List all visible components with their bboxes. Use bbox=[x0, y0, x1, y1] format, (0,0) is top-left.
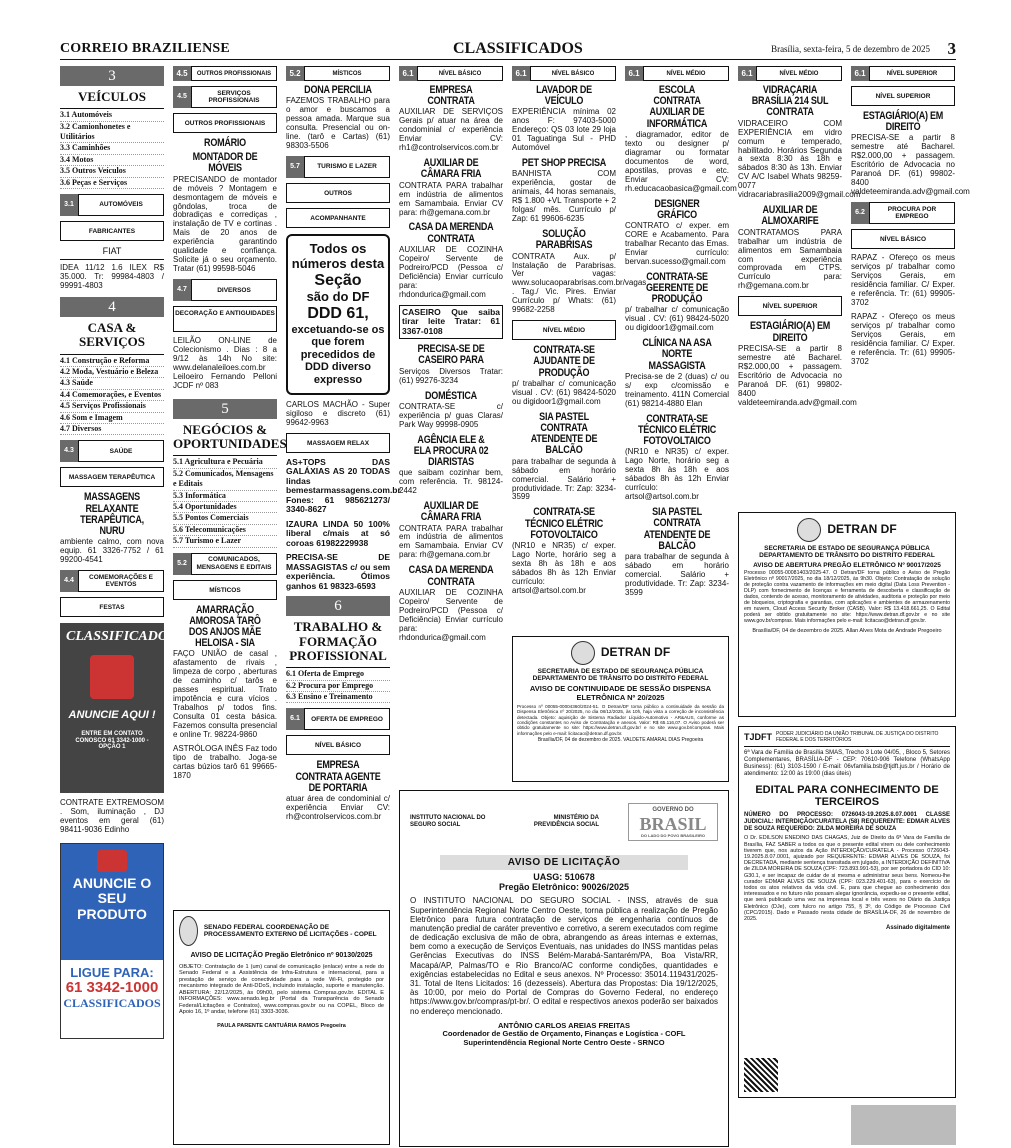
section-number: 3 bbox=[60, 66, 164, 86]
index-item[interactable]: 4.4 Comemorações, e Eventos bbox=[60, 390, 164, 401]
column-tab: 4.5 OUTROS PROFISSIONAIS bbox=[173, 66, 277, 81]
classified-ad: DONA PERCILIA FAZEMOS TRABALHO para o amor e buscamos a pessoa amada. Marque sua consulta. Presencial ou on-line. (tarô e Cartas) (61) 98303-5506 bbox=[286, 84, 390, 150]
promo-banner[interactable]: ANUNCIE O SEU PRODUTO LIGUE PARA: 61 3342-1000 CLASSIFICADOS bbox=[60, 843, 164, 1039]
classified-ad: AS+TOPS DAS GALÁXIAS AS 20 TODAS lindas bemestarmassagens.com.br Fones: 61 985621273/ 3340-8627 bbox=[286, 456, 401, 515]
column-tab: 6.1 NÍVEL MÉDIO bbox=[625, 66, 729, 81]
signature: ANTÔNIO CARLOS AREIAS FREITAS Coordenador de Gestão de Orçamento, Finanças e Logística - COFL Superintendência Regional Norte Centro Oeste - SRNCO bbox=[442, 1020, 686, 1047]
megaphone-icon bbox=[97, 850, 127, 872]
classified-ad: AUXILIAR DE CÂMARA FRIA CONTRATA PARA trabalhar em indústria de alimentos em Samambaia. Enviar CV para: rh@gemana.com.br bbox=[399, 500, 503, 560]
senado-notice: SENADO FEDERAL COORDENAÇÃO DE PROCESSAMENTO EXTERNO DE LICITAÇÕES - COPEL AVISO DE LICITAÇÃO Pregão Eletrônico nº 90130/2025 OBJETO: Contratação de 1 (um) canal de comunicação (enlace) entre a rede do Senado Federal e a Assistência de Infra-Estrutura e internacional, para a prestação de serviço de conectividade para a rede Wi-Fi, protegido por mecanismo integrado de Anti-DDoS, incluindo instalação, suporte e manutenção. ABERTURA: 22/12/2025, às 09h00, pelo sistema Compras.gov.br. EDITAL E INFORMAÇÕES: www.senado.leg.br (Portal da Transparência do Senado Federal/Licitações e Contratos), www.compras.gov.br ou na COPEL, Bloco de Apoio 16, 1º andar, telefone (61) 3303-3036. PAULA PARENTE CANTUÁRIA RAMOS Pregoeira bbox=[173, 910, 390, 1145]
section-number: 5 bbox=[173, 399, 277, 419]
classified-ad: CASA DA MERENDA CONTRATA AUXILIAR DE COZINHA Copeiro/ Servente de Podreiro/PCD (Pessoa c/ Deficiência) Enviar currículo para: rhdondurica@gmail.com bbox=[399, 221, 503, 299]
masthead bbox=[60, 40, 956, 60]
classified-ad: ESTAGIÁRIO(A) EM DIREITO PRECISA-SE a partir 8 semestre até Bacharel. R$2.000,00 + passagem. Escritório de Advocacia no Paranoá DF. (61) 99802-8400 valdeteemiranda.adv@gmail.com bbox=[851, 110, 970, 197]
column-1 bbox=[60, 66, 176, 1039]
classified-ad: RAPAZ - Ofereço os meus serviços p/ trabalhar como Serviços Gerais, em residência familiar. C/ Exper. e referência. Tr: (61) 99905-3702 bbox=[851, 253, 955, 307]
subsection-header: 4.7 DIVERSOS bbox=[173, 279, 277, 301]
column-tab: 6.1 NÍVEL BÁSICO bbox=[399, 66, 503, 81]
pregao-number: Pregão Eletrônico: 90026/2025 bbox=[498, 882, 630, 893]
category-label: FABRICANTES bbox=[60, 221, 164, 241]
classified-ad: PRECISA-SE DE MASSAGISTAS c/ ou sem experiência. Ótimos ganhos 61 98323-6593 bbox=[286, 552, 390, 591]
subsection-header: 5.7 TURISMO E LAZER bbox=[286, 156, 390, 178]
page-number: 3 bbox=[947, 39, 956, 58]
classified-ad: CARLOS MACHÃO - Super sigiloso e discreto (61) 99642-9963 bbox=[286, 399, 390, 427]
section-title-veiculos: VEÍCULOS bbox=[78, 89, 146, 104]
index-item[interactable]: 3.3 Caminhões bbox=[60, 143, 164, 154]
inss-label: INSTITUTO NACIONAL DO SEGURO SOCIAL bbox=[410, 815, 486, 828]
column-tab: 6.1 NÍVEL MÉDIO bbox=[738, 66, 842, 81]
column-3 bbox=[286, 66, 401, 827]
classified-ad: LAVADOR DE VEÍCULO EXPERIÊNCIA mínima 02 anos F: 97403-5000 Endereço: QS 03 lote 29 loja 01 Taguatinga Sul - PHD Automóvel bbox=[512, 84, 616, 153]
classified-ad: ROMÁRIO MONTADOR DE MÓVEIS PRECISANDO de montador de móveis ? Montagem e desmontagem de móveis e gôndolas, troca de dobradiças e corrediças , instalação de TV e cortinas . Mais de 20 anos de experiência garantindo qualidade e confiança. Solicite já o seu orçamento. Tratar (61) 99598-5046 bbox=[173, 137, 277, 274]
notice-body: O INSTITUTO NACIONAL DO SEGURO SOCIAL - INSS, através de sua Superintendência Regional Norte Centro Oeste, torna pública a realização de Pregão Eletrônico para futura contratação de serviços de engenharia contínuos de manutenção predial de caráter preventivo e corretivo, a serem executados com regime de dedicação exclusiva de mão de obra, abrangendo as áreas internas e externas, bem como a execução de Serviços Eventuais, nas unidades do INSS mantidas pelas Gerências Executivas do INSS Belém-Marabá-Santarém/PA, Boa Vista/RR, Macapá/AP, Palmas/TO e Rio Branco/AC conforme condições, quantidades e exigências estabelecidas no Edital e seus anexos. Nº Processo: 35014.119431/2025-31. Total de Itens Licitados: 16 (dezesseis). Abertura das Propostas: Dia 19/12/2025, às 10:00, por meio do Portal de Compras do Governo Federal, no endereço https://www.gov.br/compras/pt-br/. O edital e respectivos anexos poderão ser baixados no endereço mencionado. bbox=[410, 896, 718, 1016]
uasg-number: UASG: 510678 bbox=[533, 872, 595, 883]
classified-ad: PRECISA-SE DE CASEIRO PARA Serviços Diversos Tratar: (61) 99276-3234 bbox=[399, 343, 503, 385]
classified-ad: ESTAGIÁRIO(A) EM DIREITO PRECISA-SE a partir 8 semestre até Bacharel. R$2.000,00 + passagem. Escritório de Advocacia no Paranoá DF. (61) 99802-8400 valdeteemiranda.adv@gmail.com bbox=[738, 320, 857, 407]
subsection-header: 4.4 COMEMORAÇÕES E EVENTOS bbox=[60, 570, 164, 592]
subsection-header: 6.2 PROCURA POR EMPREGO bbox=[851, 202, 955, 224]
process-info: NÚMERO DO PROCESSO: 0726043-19.2025.8.07.0001 CLASSE JUDICIAL: INTERDIÇÃO/CURATELA (58) REQUERENTE: EDMAR ALVES DE SOUZA REQUERIDO: ZILDA MOREIRA DE SOUZA bbox=[744, 811, 950, 832]
category-label: FESTAS bbox=[60, 597, 164, 617]
classified-ad: RAPAZ - Ofereço os meus serviços p/ trabalhar como Serviços Gerais, em residência familiar. C/ Exper. e referência. Tr: (61) 99905-3702 bbox=[851, 311, 955, 366]
detran-emblem-icon bbox=[797, 518, 821, 542]
issue-date: Brasília, sexta-feira, 5 de dezembro de 2025 bbox=[771, 44, 930, 54]
classified-ad: EMPRESA CONTRATA AGENTE DE PORTARIA atuar área de condominial c/ experiência Enviar CV: rh@controlservicos.com.br bbox=[286, 759, 390, 821]
section-number: 6 bbox=[286, 596, 390, 616]
column-4 bbox=[399, 66, 503, 786]
section-index bbox=[286, 667, 390, 703]
index-item[interactable]: 3.6 Peças e Serviços bbox=[60, 178, 164, 189]
index-item[interactable]: 5.5 Pontos Comerciais bbox=[173, 513, 277, 524]
category-label: MASSAGEM TERAPÊUTICA bbox=[60, 467, 164, 487]
section-index bbox=[173, 455, 277, 547]
subsection-header: 3.1 AUTOMÓVEIS bbox=[60, 194, 164, 216]
governo-brasil-logo: GOVERNO DO BRASIL DO LADO DO POVO BRASILEIRO bbox=[628, 803, 718, 841]
index-item[interactable]: 3.2 Camionhonetes e Utilitários bbox=[60, 122, 164, 144]
index-item[interactable]: 6.3 Ensino e Treinamento bbox=[286, 692, 390, 703]
section-title-trabalho: TRABALHO & FORMAÇÃO PROFISSIONAL bbox=[289, 619, 387, 663]
blank-ad-space bbox=[851, 1105, 956, 1145]
tjdft-edital: TJDFT PODER JUDICIÁRIO DA UNIÃO TRIBUNAL DE JUSTIÇA DO DISTRITO FEDERAL E DOS TERRITÓRIOS 6ª Vara de Família de Brasília SMAS, Trecho 3 Lote 04/05, , Bloco 5, Setores Complementares, BRASÍLIA-DF - CEP: 70610-906 Telefone (WhatsApp Business): (61) 3103-1590 / E-mail: 06vfamilia.bsb@tjdft.jus.br / Horário de atendimento: 12:00 às 19:00 (dias úteis) EDITAL PARA CONHECIMENTO DE TERCEIROS NÚMERO DO PROCESSO: 0726043-19.2025.8.07.0001 CLASSE JUDICIAL: INTERDIÇÃO/CURATELA (58) REQUERENTE: EDMAR ALVES DE SOUZA REQUERIDO: ZILDA MOREIRA DE SOUZA O Dr. EDILSON ENEDINO DAS CHAGAS, Juiz de Direito da 6ª Vara de Família de Brasília, FAZ SABER a todos os que o presente edital virem ou dele conhecimento tiverem que, nos autos da Ação INTERDIÇÃO/CURATELA - Processo 0726043-19.2025.8.07.0001, ajuizado por REQUERENTE: EDMAR ALVES DE SOUZA, foi DECRETADA, mediante sentença transitada em julgado, a INTERDIÇÃO DEFINITIVA de ZILDA MOREIRA DE SOUZA (CPF: 723.893.991-53), por ser portadora do CID 10: G30.1, e ser incapaz de cuidar de si mesma e administrar seus bens. Nomeou-lhe curador EDMAR ALVES DE SOUZA (CPF: 023.229.401-63), para o exercício de todos os atos relativos da vida civil. E, para que chegue ao conhecimento dos interessados e no futuro não possam alegar ignorância, expediu-se o presente edital, que será publicado uma vez na imprensa local e três vezes no Diário da Justiça Eletrônico (DJe), com fulcro no artigo 755, § 3º, do Código de Processo Civil (CPC/2015). Dado e Passado nesta cidade de BRASÍLIA-DF, 26 de novembro de 2025. Assinado digitalmente bbox=[738, 726, 956, 1098]
index-item[interactable]: 5.2 Comunicados, Mensagens e Editais bbox=[173, 469, 277, 491]
index-item[interactable]: 4.2 Moda, Vestuário e Beleza bbox=[60, 367, 164, 378]
edital-title: EDITAL PARA CONHECIMENTO DE TERCEIROS bbox=[755, 783, 939, 808]
classified-ad: LEILÃO ON-LINE de Colecionismo . Dias : 8 a 9/12 às 14h No site: www.delanaleiloes.com.br Leiloeiro Fernando Pelloni JCDF nº 083 bbox=[173, 336, 277, 390]
subsection-header: 4.3 SAÚDE bbox=[60, 440, 164, 462]
newspaper-name: CORREIO BRAZILIENSE bbox=[60, 41, 230, 56]
column-5 bbox=[512, 66, 647, 631]
column-6 bbox=[625, 66, 737, 631]
section-title-casa: CASA & SERVIÇOS bbox=[78, 319, 145, 350]
detran-notice-abertura: DETRAN DF SECRETARIA DE ESTADO DE SEGURANÇA PÚBLICA DEPARTAMENTO DE TRÂNSITO DO DISTRITO FEDERAL AVISO DE ABERTURA PREGÃO ELETRÔNICO Nº 90017/2025 Processo 00055-00081403/2025-47. O Detran/DF torna público o Aviso de Pregão Eletrônico nº 90017/2025, no dia 18/12/2025, às 9h30. Objeto: Contratação de solução de proteção contra vazamento de informações em meio digital (Data Loss Prevention - DLP) com fornecimento de licenças e ferramenta de descoberta e classificação de dados, contendo de acesso, monitoramento de atividades, auditoria e proteção por meio de bloqueios, criptografia e garantias, com aplicações e ambientes de armazenamento em nuvem, Cloud Access Security Broker (CASB). Valor: R$ 13.418.661,25. O Edital poderá ser obtido gratuitamente no site: https://www.detran.df.gov.br e no site www.gov.br/compras. Mais informações pelo e-mail: licitacao@detran.df.gov.br. Brasília/DF, 04 de dezembro de 2025. Allan Alves Mota de Andrade Pregoeiro bbox=[738, 512, 956, 717]
section-number: 4 bbox=[60, 297, 164, 317]
category-label: MASSAGEM RELAX bbox=[286, 433, 390, 453]
section-title: CLASSIFICADOS bbox=[453, 40, 583, 57]
ministry-label: MINISTÉRIO DA PREVIDÊNCIA SOCIAL bbox=[533, 815, 599, 828]
qr-code-icon bbox=[744, 1058, 778, 1092]
inss-licitacao-notice bbox=[399, 790, 729, 1147]
classified-ad: CASA DA MERENDA CONTRATA AUXILIAR DE COZINHA Copeiro/ Servente de Podreiro/PCD (Pessoa c/ Deficiência) Enviar currículo para: rhdondurica@gmail.com bbox=[399, 564, 503, 642]
classified-ad: MASSAGENS RELAXANTE TERAPÊUTICA, NURU ambiente calmo, com nova equip. 61 3326-7752 / 61 99200-4541 bbox=[60, 491, 164, 565]
classified-ad: AGÊNCIA ELE & ELA PROCURA 02 DIARISTAS que saibam cozinhar bem, com referência. Tr. 98124-2442 bbox=[399, 433, 503, 496]
index-item[interactable]: 4.1 Construção e Reforma bbox=[60, 356, 164, 367]
section-title-negocios: NEGÓCIOS & OPORTUNIDADES bbox=[173, 421, 287, 452]
index-item[interactable]: 5.7 Turismo e Lazer bbox=[173, 536, 277, 547]
classified-ad: AUXILIAR DE ALMOXARIFE CONTRATAMOS PARA trabalhar um indústria de alimentos em Samambaia com experiência comprovada em CTPS. Currículo para: rh@gemana.com.br bbox=[738, 204, 842, 291]
column-tab: 6.1 NÍVEL SUPERIOR bbox=[851, 66, 955, 81]
classified-ad: CASEIRO Que saiba tirar leite Tratar: 61 3367-0108 bbox=[399, 305, 503, 340]
category-label: NÍVEL BÁSICO bbox=[851, 229, 955, 249]
index-item[interactable]: 5.4 Oportunidades bbox=[173, 502, 277, 513]
ddd-notice: Todos os números desta Seção são do DF DDD 61, excetuando-se os que forem precedidos de DDD diverso expresso bbox=[286, 234, 390, 395]
classified-ad: IZAURA LINDA 50 100% liberal c/mais at só coroas 61982229938 bbox=[286, 518, 390, 548]
index-item[interactable]: 5.3 Informática bbox=[173, 491, 277, 502]
subsection-header: 4.5 SERVIÇOS PROFISSIONAIS bbox=[173, 86, 277, 108]
classified-ad: AUXILIAR DE CÂMARA FRIA CONTRATA PARA trabalhar em indústria de alimentos em Samambaia. Enviar CV para: rh@gemana.com.br bbox=[399, 157, 503, 217]
index-item[interactable]: 3.4 Motos bbox=[60, 155, 164, 166]
classified-ad: CONTRATA-SE AJUDANTE DE PRODUÇÃO p/ trabalhar c/ comunicação visual . CV: (61) 98424-5020 ou digidoor1@gmail.com bbox=[512, 344, 616, 406]
index-item[interactable]: 5.1 Agricultura e Pecuária bbox=[173, 457, 277, 468]
classified-ad: VIDRAÇARIA BRASÍLIA 214 SUL CONTRATA VIDRACEIRO COM EXPERIÊNCIA em vidro comum e temperado, habilitado. Horários Segunda a sexta 8:30 às 18h e sábados 8:30 às 13h. Enviar CV A/C Isabel Whats 98259-0077 vidracariabrasilia2009@gmail.com bbox=[738, 84, 861, 200]
classified-ad: SOLUÇÃO PARABRISAS CONTRATA Aux. p/ Instalação de Parabrisas. Ver vagas: www.solucaoparabrisas.com.br/vagas . Tag./ Vic. Pires. Enviar Currículo p/ Whats: (61) 99682-2258 bbox=[512, 228, 647, 315]
index-item[interactable]: 6.2 Procura por Emprego bbox=[286, 681, 390, 692]
column-2 bbox=[173, 66, 287, 786]
column-tab: 5.2 MÍSTICOS bbox=[286, 66, 390, 81]
classified-ad: CONTRATA-SE GEERENTE DE PRODUÇÃO p/ trabalhar c/ comunicação visual . CV: (61) 98424-5020 ou digidoor1@gmail.com bbox=[625, 270, 729, 333]
classified-ad: CONTRATE EXTREMOSOM . Som, iluminação , DJ eventos em geral (61) 98411-9036 Edinho bbox=[60, 798, 164, 834]
category-label: OUTROS PROFISSIONAIS bbox=[173, 113, 277, 133]
category-label: NÍVEL SUPERIOR bbox=[738, 296, 842, 316]
index-item[interactable]: 4.6 Som e Imagem bbox=[60, 413, 164, 424]
tjdft-logo: TJDFT bbox=[744, 732, 772, 743]
classified-ad: CONTRATA-SE TÉCNICO ELÉTRIC FOTOVOLTAICO (NR10 e NR35) c/ exper. Lago Norte, horário seg a sexta 8h às 18h e aos sábados 8h às 12h Enviar currículo: artsol@artsol.com.br bbox=[625, 412, 729, 502]
classified-ad: ESCOLA CONTRATA AUXILIAR DE INFORMÁTICA , diagramador, editor de texto ou designer p/ diagramar ou formatar documentos de word, apostilas, provas e etc. Enviar CV: rh.educacaobasica@gmail.com bbox=[625, 84, 737, 193]
section-index bbox=[60, 354, 164, 436]
column-8 bbox=[851, 66, 970, 506]
index-item[interactable]: 3.1 Automóveis bbox=[60, 110, 164, 121]
classified-ad: DOMÉSTICA CONTRATA-SE c/ experiência p/ guas Claras/ Park Way 99998-0905 bbox=[399, 389, 503, 429]
category-label: DECORAÇÃO E ANTIGUIDADES bbox=[173, 306, 277, 332]
category-label: NÍVEL MÉDIO bbox=[512, 320, 616, 340]
index-item[interactable]: 5.6 Telecomunicações bbox=[173, 525, 277, 536]
promo-banner[interactable]: CLASSIFICADOS ANUNCIE AQUI ! ENTRE EM CONTATO CONOSCO 61 3342-1000 - OPÇÃO 1 bbox=[60, 623, 164, 793]
classified-ad: AMARRAÇÃO AMOROSA TARÔ DOS ANJOS MÃE HELOISA - SIA FAÇO UNIÃO de casal , afastamento de rivais , limpeza de corpo , aberturas de caminho c/ tarôs e passes espiritual. Trato impotência e cura vícios . Trabalhos p/ todos fins. Consulta 01 cesta básica. Fazemos consulta presencial e online Tr. 98224-9860 bbox=[173, 603, 277, 740]
digital-signature: Assinado digitalmente bbox=[885, 925, 950, 932]
category-label: OUTROS bbox=[286, 183, 390, 203]
category-label: NÍVEL SUPERIOR bbox=[851, 86, 955, 106]
index-item[interactable]: 4.3 Saúde bbox=[60, 378, 164, 389]
index-item[interactable]: 3.5 Outros Veículos bbox=[60, 166, 164, 177]
index-item[interactable]: 4.5 Serviços Profissionais bbox=[60, 401, 164, 412]
detran-emblem-icon bbox=[571, 641, 595, 665]
column-tab: 6.1 NÍVEL BÁSICO bbox=[512, 66, 616, 81]
subsection-header: 6.1 OFERTA DE EMPREGO bbox=[286, 708, 390, 730]
court-address: 6ª Vara de Família de Brasília SMAS, Trecho 3 Lote 04/05, , Bloco 5, Setores Complementares, BRASÍLIA-DF - CEP: 70610-906 Telefone (WhatsApp Business): (61) 3103-1590 / E-mail: 06vfamilia.bsb@tjdft.jus.br / Horário de atendimento: 12:00 às 19:00 (dias úteis) bbox=[744, 750, 950, 777]
index-item[interactable]: 6.1 Oferta de Emprego bbox=[286, 669, 390, 680]
classified-ad: CONTRATA-SE TÉCNICO ELÉTRIC FOTOVOLTAICO (NR10 e NR35) c/ exper. Lago Norte, horário seg a sexta 8h às 18h e aos sábados 8h às 12h Enviar currículo: artsol@artsol.com.br bbox=[512, 506, 616, 595]
classified-ad: CLÍNICA NA ASA NORTE MASSAGISTA Precisa-se de 2 (duas) c/ ou s/ exp c/comissão e treinamento. 411N Comercial (61) 98214-4880 Elan bbox=[625, 337, 729, 408]
classified-ad: EMPRESA CONTRATA AUXILIAR DE SERVIÇOS Gerais p/ atuar na área de condominial c/ experiência Enviar CV: rh1@controlservicos.com.br bbox=[399, 84, 503, 153]
section-index bbox=[60, 108, 164, 189]
index-item[interactable]: 4.7 Diversos bbox=[60, 424, 164, 435]
detran-notice-continuidade: DETRAN DF SECRETARIA DE ESTADO DE SEGURANÇA PÚBLICA DEPARTAMENTO DE TRÂNSITO DO DISTRITO FEDERAL AVISO DE CONTINUIDADE DE SESSÃO DISPENSA ELETRÔNICA Nº 20/2025 Processo nº 00055-00004360/2024-51. O Detran/DF torna público a continuidade da sessão da Dispensa Eletrônica nº 20/2025, no dia 08/12/2025, às 10h, haja vista a correção de inconsistência detectada. Objeto: aquisição de Sistema Radiador Líquido-Automotivo - AR&AUS, conforme as condições constantes no Aviso de Contratação e anexos. Valor: R$ 65.116,07. O Aviso poderá ser obtido gratuitamente no site: https://www.detran.df.gov.br/ e no site www.gov.br/compras. Mais informações pelo e-mail: licitacao@detran.df.gov.br. Brasília/DF, 04 de dezembro de 2025. VALDETE AMARAL DIAS Pregoeira bbox=[512, 636, 729, 782]
classified-ad: DESIGNER GRÁFICO CONTRATO c/ exper. em CORE e Acabamento. Para trabalhar Recanto das Emas. Enviar currículo: bervan.sucesso@gmail.com bbox=[625, 197, 729, 266]
brand-label: FIAT bbox=[60, 246, 164, 260]
edital-body: O Dr. EDILSON ENEDINO DAS CHAGAS, Juiz de Direito da 6ª Vara de Família de Brasília, FAZ SABER a todos os que o presente edital virem ou dele conhecimento tiverem que, nos autos da Ação INTERDIÇÃO/CURATELA - Processo 0726043-19.2025.8.07.0001, ajuizado por REQUERENTE: EDMAR ALVES DE SOUZA, foi DECRETADA, mediante sentença transitada em julgado, a INTERDIÇÃO DEFINITIVA de ZILDA MOREIRA DE SOUZA (CPF: 723.893.991-53), por ser portadora do CID 10: G30.1, e ser incapaz de cuidar de si mesma e administrar seus bens. Nomeou-lhe curador EDMAR ALVES DE SOUZA (CPF: 023.229.401-63), para o exercício de todos os atos relativos da vida civil. E, para que chegue ao conhecimento dos interessados e no futuro não possam alegar ignorância, expediu-se o presente edital, que será publicado uma vez na imprensa local e três vezes no Diário da Justiça Eletrônico (DJe), com fulcro no artigo 755, § 3º, do Código de Processo Civil (CPC/2015). Dado e Passado nesta cidade de BRASÍLIA-DF, 26 de novembro de 2025. bbox=[744, 835, 950, 923]
classified-ad: SIA PASTEL CONTRATA ATENDENTE DE BALCÃO para trabalhar de segunda à sábado em horário comercial. Salário + produtividade. Tr: Zap: 3234-3599 bbox=[625, 506, 729, 597]
category-label: MÍSTICOS bbox=[173, 580, 277, 600]
column-7 bbox=[738, 66, 861, 506]
classified-ad: IDEA 11/12 1.6 ILEX R$ 35.000. Tr: 99984-4803 / 99991-4803 bbox=[60, 263, 164, 291]
classified-ad: SIA PASTEL CONTRATA ATENDENTE DE BALCÃO para trabalhar de segunda à sábado em horário comercial. Salário + produtividade. Tr: Zap: 3234-3599 bbox=[512, 410, 616, 502]
category-label: NÍVEL BÁSICO bbox=[286, 735, 390, 755]
subsection-header: 5.2 COMUNICADOS, MENSAGENS E EDITAIS bbox=[173, 553, 277, 575]
megaphone-icon bbox=[90, 655, 134, 699]
notice-title: AVISO DE LICITAÇÃO bbox=[440, 855, 688, 870]
category-label: ACOMPANHANTE bbox=[286, 208, 390, 228]
classified-ad: ASTRÓLOGA INÊS Faz todo tipo de trabalho. Joga-se cartas búzios tarô 61 99665-1870 bbox=[173, 743, 277, 780]
senado-emblem-icon bbox=[179, 916, 198, 946]
classified-ad: PET SHOP PRECISA BANHISTA COM experiência, gostar de animais, 44 horas semanais, R$ 1.800 +VL Transporte + 2 folgas/ mês. Currículo p/ Zap: 61 99606-6235 bbox=[512, 157, 616, 224]
